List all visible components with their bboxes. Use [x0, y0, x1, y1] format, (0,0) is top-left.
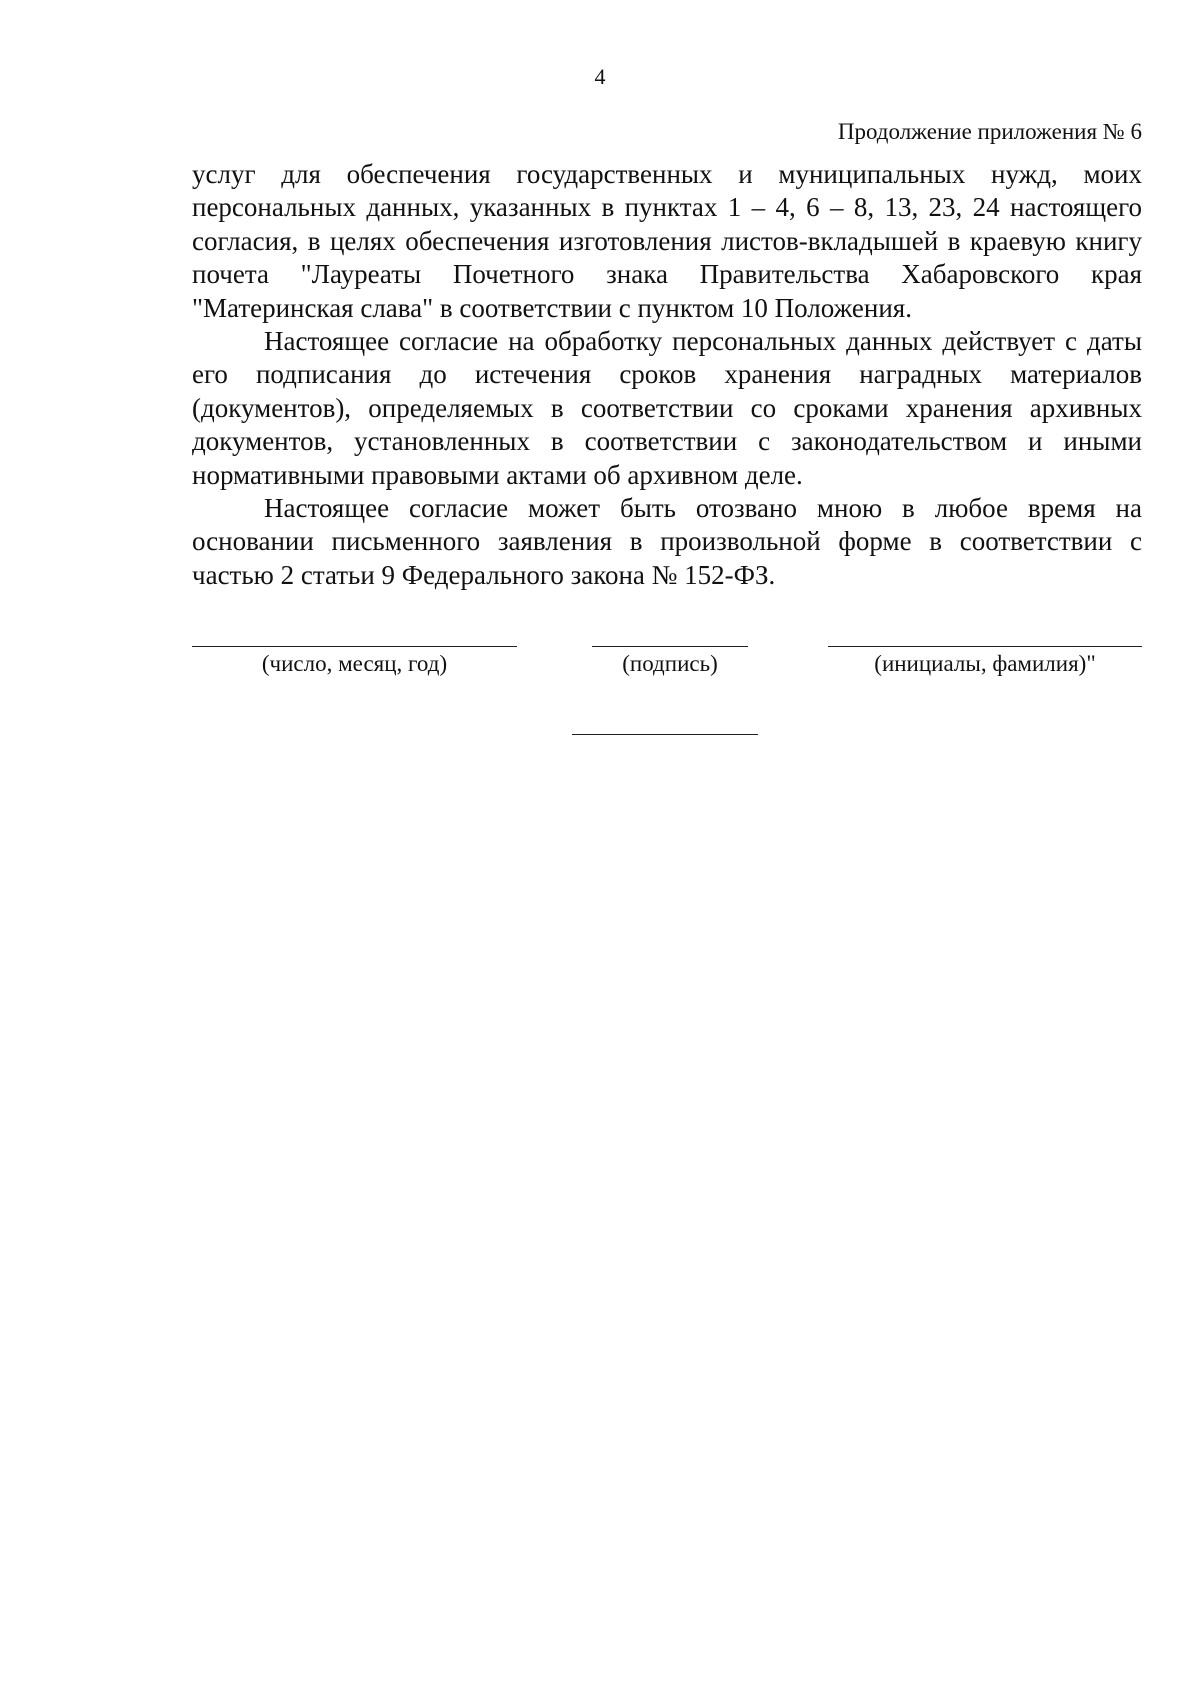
date-caption: (число, месяц, год) — [261, 651, 448, 676]
name-signature-line — [828, 646, 1142, 647]
paragraph-continuation: услуг для обеспечения государственных и муниципальных нужд, моих персональных данных, указанных в пунктах 1 – 4, 6 – 8, 13, 23, 24 настоящего согласия, в целях обеспечения изготовления листов-вкладышей в краевую книгу почета "Лауреаты Почетного знака Правительства Хабаровского края "Материнская слава" в соответствии с пунктом 10 Положения. — [192, 159, 1142, 323]
signature-line — [592, 646, 748, 647]
name-caption: (инициалы, фамилия)" — [874, 651, 1096, 676]
paragraph-validity-period: Настоящее согласие на обработку персональных данных действует с даты его подписания до истечения сроков хранения наградных материалов (документов), определяемых в соответствии со сроками хранения архивных документов, установленных в соответствии с законодательством и иными нормативными правовыми актами об архивном деле. — [192, 326, 1142, 490]
body-text — [192, 158, 1142, 592]
signature-caption: (подпись) — [622, 651, 718, 676]
paragraph-revocation: Настоящее согласие может быть отозвано мною в любое время на основании письменного заявления в произвольной форме в соответствии с частью 2 статьи 9 Федерального закона № 152-ФЗ. — [192, 493, 1142, 590]
page-number: 4 — [594, 64, 606, 89]
end-of-document-rule — [572, 734, 758, 735]
running-header: Продолжение приложения № 6 — [837, 119, 1142, 144]
date-signature-line — [192, 646, 517, 647]
